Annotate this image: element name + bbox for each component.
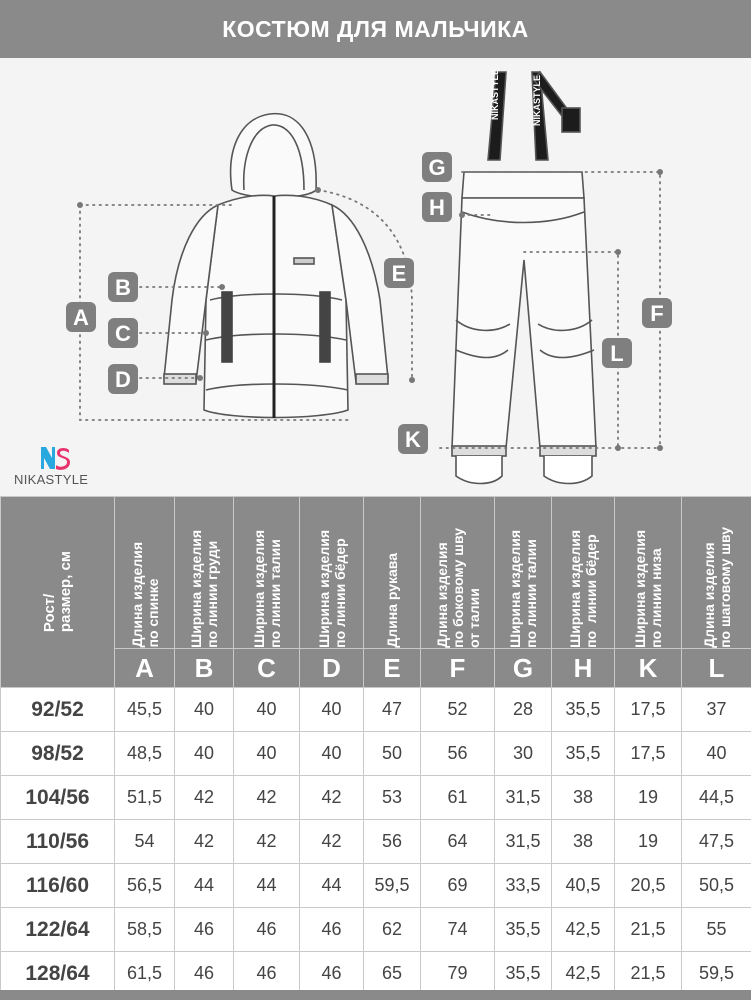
value-cell: 31,5: [495, 820, 552, 864]
col-header-c: Ширина изделия по линии талии: [234, 497, 300, 649]
value-cell: 35,5: [495, 908, 552, 952]
value-cell: 59,5: [682, 952, 751, 996]
table-row: [1, 864, 751, 908]
value-cell: 40: [234, 688, 300, 732]
svg-text:C: C: [115, 321, 131, 346]
svg-text:G: G: [428, 155, 446, 180]
col-letter-a: A: [115, 648, 175, 687]
value-cell: 40: [682, 732, 751, 776]
value-cell: 54: [115, 820, 175, 864]
col-letter-g: G: [495, 648, 552, 687]
table-row: [1, 952, 751, 996]
value-cell: 56,5: [115, 864, 175, 908]
value-cell: 40: [300, 688, 364, 732]
value-cell: 47: [364, 688, 421, 732]
value-cell: 35,5: [552, 732, 615, 776]
value-cell: 45,5: [115, 688, 175, 732]
svg-text:B: B: [115, 275, 131, 300]
value-cell: 74: [421, 908, 495, 952]
value-cell: 42: [234, 776, 300, 820]
table-row: [1, 776, 751, 820]
value-cell: 48,5: [115, 732, 175, 776]
svg-text:L: L: [610, 341, 624, 366]
table-row: [1, 820, 751, 864]
value-cell: 46: [300, 952, 364, 996]
value-cell: 79: [421, 952, 495, 996]
value-cell: 65: [364, 952, 421, 996]
size-cell: 122/64: [1, 908, 115, 952]
value-cell: 21,5: [615, 952, 682, 996]
value-cell: 46: [234, 908, 300, 952]
value-cell: 40: [175, 688, 234, 732]
size-cell: 110/56: [1, 820, 115, 864]
value-cell: 42,5: [552, 952, 615, 996]
value-cell: 40: [300, 732, 364, 776]
col-header-g: Ширина изделия по линии талии: [495, 497, 552, 649]
size-cell: 116/60: [1, 864, 115, 908]
svg-text:F: F: [650, 301, 664, 326]
value-cell: 62: [364, 908, 421, 952]
value-cell: 19: [615, 776, 682, 820]
value-cell: 33,5: [495, 864, 552, 908]
value-cell: 56: [364, 820, 421, 864]
value-cell: 40: [234, 732, 300, 776]
value-cell: 46: [300, 908, 364, 952]
value-cell: 28: [495, 688, 552, 732]
col-letter-c: C: [234, 648, 300, 687]
value-cell: 56: [421, 732, 495, 776]
value-cell: 50,5: [682, 864, 751, 908]
value-cell: 20,5: [615, 864, 682, 908]
pants-drawing: [452, 72, 596, 484]
brand-logo-icon: [40, 446, 70, 470]
value-cell: 58,5: [115, 908, 175, 952]
value-cell: 35,5: [552, 688, 615, 732]
value-cell: 44: [234, 864, 300, 908]
value-cell: 35,5: [495, 952, 552, 996]
value-cell: 46: [175, 908, 234, 952]
table-row: [1, 688, 751, 732]
value-cell: 17,5: [615, 688, 682, 732]
value-cell: 55: [682, 908, 751, 952]
col-header-l: Длина изделия по шаговому шву: [682, 497, 751, 649]
col-header-e: Длина рукава: [364, 497, 421, 649]
col-letter-h: H: [552, 648, 615, 687]
value-cell: 69: [421, 864, 495, 908]
label-b-badge: [108, 272, 138, 302]
col-header-a: Длина изделия по спинке: [115, 497, 175, 649]
label-h-badge: [422, 192, 452, 222]
value-cell: 21,5: [615, 908, 682, 952]
value-cell: 44: [300, 864, 364, 908]
svg-text:A: A: [73, 305, 89, 330]
label-k-badge: [398, 424, 428, 454]
value-cell: 40: [175, 732, 234, 776]
label-g-badge: [422, 152, 452, 182]
value-cell: 44: [175, 864, 234, 908]
col-header-k: Ширина изделия по линии низа: [615, 497, 682, 649]
col-letter-e: E: [364, 648, 421, 687]
col-letter-d: D: [300, 648, 364, 687]
value-cell: 17,5: [615, 732, 682, 776]
size-table: [0, 496, 751, 996]
value-cell: 38: [552, 776, 615, 820]
label-l-badge: [602, 338, 632, 368]
value-cell: 47,5: [682, 820, 751, 864]
col-letter-f: F: [421, 648, 495, 687]
size-cell: 128/64: [1, 952, 115, 996]
value-cell: 46: [234, 952, 300, 996]
col-header-h: Ширина изделия по линии бёдер: [552, 497, 615, 649]
table-header-row: [1, 497, 751, 649]
value-cell: 42: [175, 776, 234, 820]
table-row: [1, 908, 751, 952]
value-cell: 52: [421, 688, 495, 732]
svg-text:D: D: [115, 367, 131, 392]
jacket-drawing: [164, 114, 388, 418]
value-cell: 59,5: [364, 864, 421, 908]
size-cell: 98/52: [1, 732, 115, 776]
size-column-header: Рост/ размер, см: [1, 497, 115, 688]
col-header-d: Ширина изделия по линии бёдер: [300, 497, 364, 649]
value-cell: 42: [300, 820, 364, 864]
table-row: [1, 732, 751, 776]
svg-text:K: K: [405, 427, 421, 452]
value-cell: 61: [421, 776, 495, 820]
value-cell: 53: [364, 776, 421, 820]
garment-diagram: [0, 58, 751, 498]
value-cell: 42: [300, 776, 364, 820]
value-cell: 37: [682, 688, 751, 732]
value-cell: 44,5: [682, 776, 751, 820]
col-header-b: Ширина изделия по линии груди: [175, 497, 234, 649]
col-letter-k: K: [615, 648, 682, 687]
value-cell: 42: [234, 820, 300, 864]
value-cell: 38: [552, 820, 615, 864]
label-f-badge: [642, 298, 672, 328]
value-cell: 42: [175, 820, 234, 864]
page-title: КОСТЮМ ДЛЯ МАЛЬЧИКА: [0, 0, 751, 58]
strap-text-left: NIKASTYLE: [490, 68, 500, 120]
value-cell: 40,5: [552, 864, 615, 908]
value-cell: 46: [175, 952, 234, 996]
label-a-badge: [66, 302, 96, 332]
size-cell: 104/56: [1, 776, 115, 820]
value-cell: 30: [495, 732, 552, 776]
col-header-f: Длина изделия по боковому шву от талии: [421, 497, 495, 649]
label-e-badge: [384, 258, 414, 288]
value-cell: 19: [615, 820, 682, 864]
svg-text:H: H: [429, 195, 445, 220]
label-d-badge: [108, 364, 138, 394]
value-cell: 31,5: [495, 776, 552, 820]
value-cell: 50: [364, 732, 421, 776]
value-cell: 61,5: [115, 952, 175, 996]
size-cell: 92/52: [1, 688, 115, 732]
strap-text-right: NIKASTYLE: [532, 74, 542, 126]
col-letter-l: L: [682, 648, 751, 687]
value-cell: 51,5: [115, 776, 175, 820]
label-c-badge: [108, 318, 138, 348]
svg-text:E: E: [391, 261, 407, 286]
footer-bar: [0, 990, 751, 1000]
value-cell: 64: [421, 820, 495, 864]
col-letter-b: B: [175, 648, 234, 687]
brand-name: NIKASTYLE: [14, 472, 89, 487]
value-cell: 42,5: [552, 908, 615, 952]
